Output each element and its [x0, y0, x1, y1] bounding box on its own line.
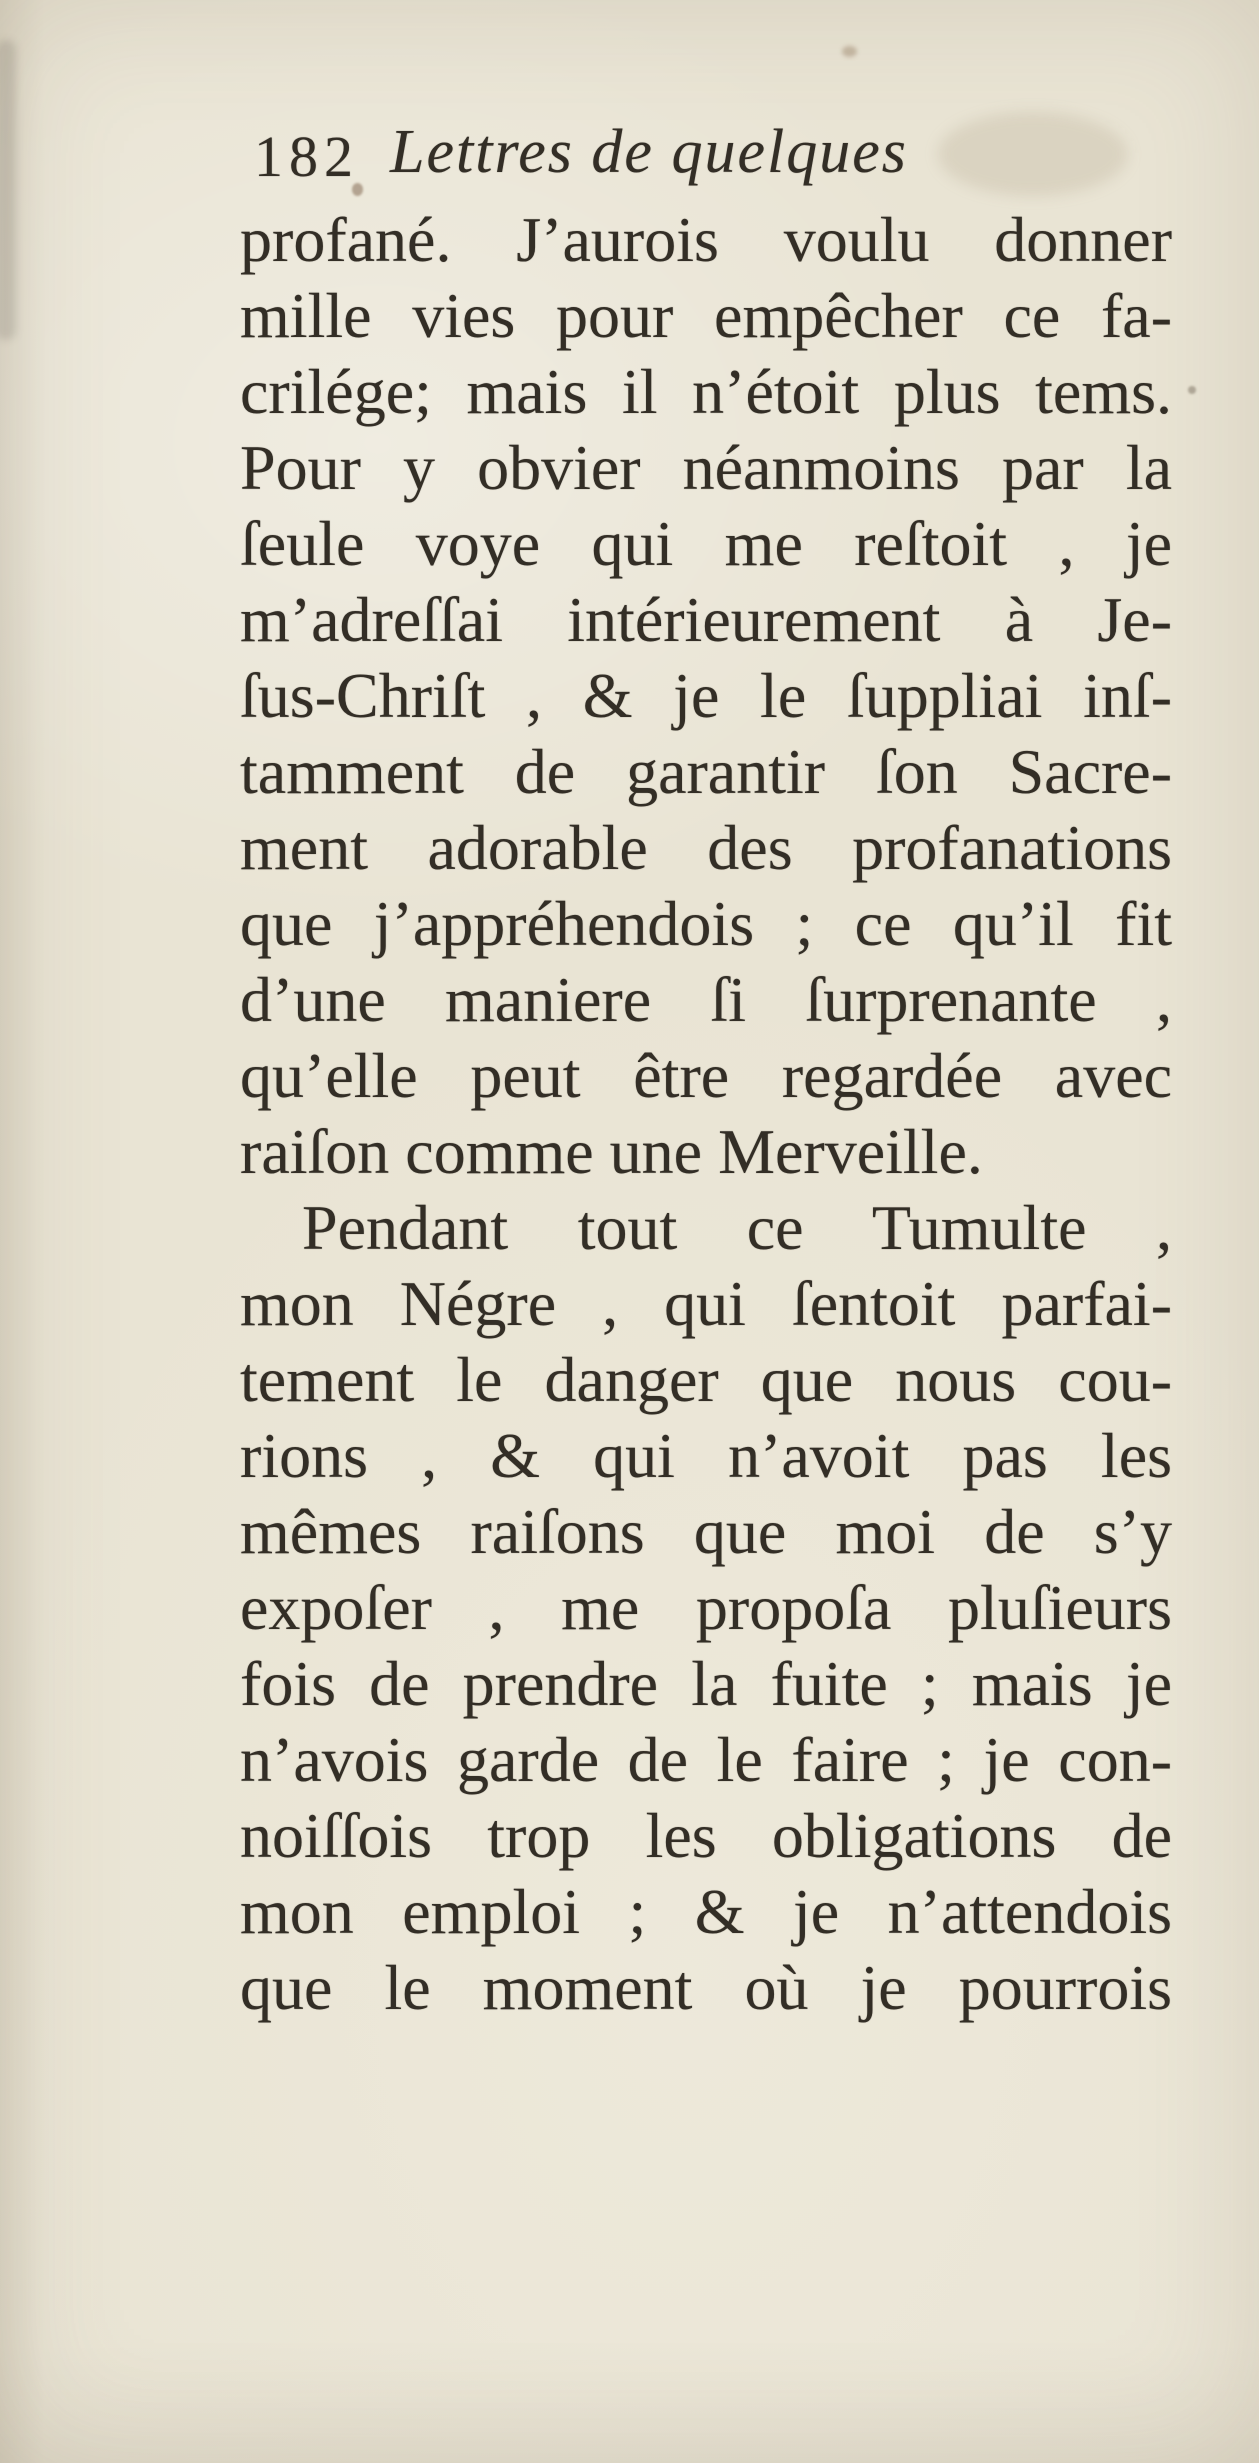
text-line: que j’appréhendois ; ce qu’il fit [240, 888, 1172, 959]
text-block [240, 108, 1172, 2026]
text-line: qu’elle peut être regardée avec [240, 1040, 1172, 1111]
text-line: tamment de garantir ſon Sacre- [240, 736, 1172, 807]
text-line: Pendant tout ce Tumulte , [302, 1192, 1172, 1263]
text-line: ment adorable des profanations [240, 812, 1172, 883]
page-number: 182 [254, 124, 359, 189]
paper-stain [0, 40, 16, 340]
text-line: rions , & qui n’avoit pas les [240, 1420, 1172, 1491]
text-line: mon emploi ; & je n’attendois [240, 1876, 1172, 1947]
text-line: expoſer , me propoſa pluſieurs [240, 1572, 1172, 1643]
running-title: Lettres de quelques [390, 118, 908, 186]
text-line: m’adreſſai intérieurement à Je- [240, 584, 1172, 655]
running-head [240, 108, 1172, 192]
paper-stain [1188, 386, 1196, 394]
text-line: raiſon comme une Merveille. [240, 1116, 983, 1187]
text-line: profané. J’aurois voulu donner [240, 204, 1172, 275]
text-line: Pour y obvier néanmoins par la [240, 432, 1172, 503]
text-line: mille vies pour empêcher ce fa- [240, 280, 1172, 351]
text-line: que le moment où je pourrois [240, 1952, 1172, 2023]
text-line: ſeule voye qui me reſtoit , je [240, 508, 1172, 579]
text-line: d’une maniere ſi ſurprenante , [240, 964, 1172, 1035]
text-line: mon Négre , qui ſentoit parfai- [240, 1268, 1172, 1339]
text-line: n’avois garde de le faire ; je con- [240, 1724, 1172, 1795]
text-line: fois de prendre la fuite ; mais je [240, 1648, 1172, 1719]
text-line: tement le danger que nous cou- [240, 1344, 1172, 1415]
paper-stain [842, 46, 857, 57]
text-line: mêmes raiſons que moi de s’y [240, 1496, 1172, 1567]
text-line: noiſſois trop les obligations de [240, 1800, 1172, 1871]
text-line: ſus-Chriſt , & je le ſuppliai inſ- [240, 660, 1172, 731]
text-line: crilége; mais il n’étoit plus tems. [240, 356, 1172, 427]
